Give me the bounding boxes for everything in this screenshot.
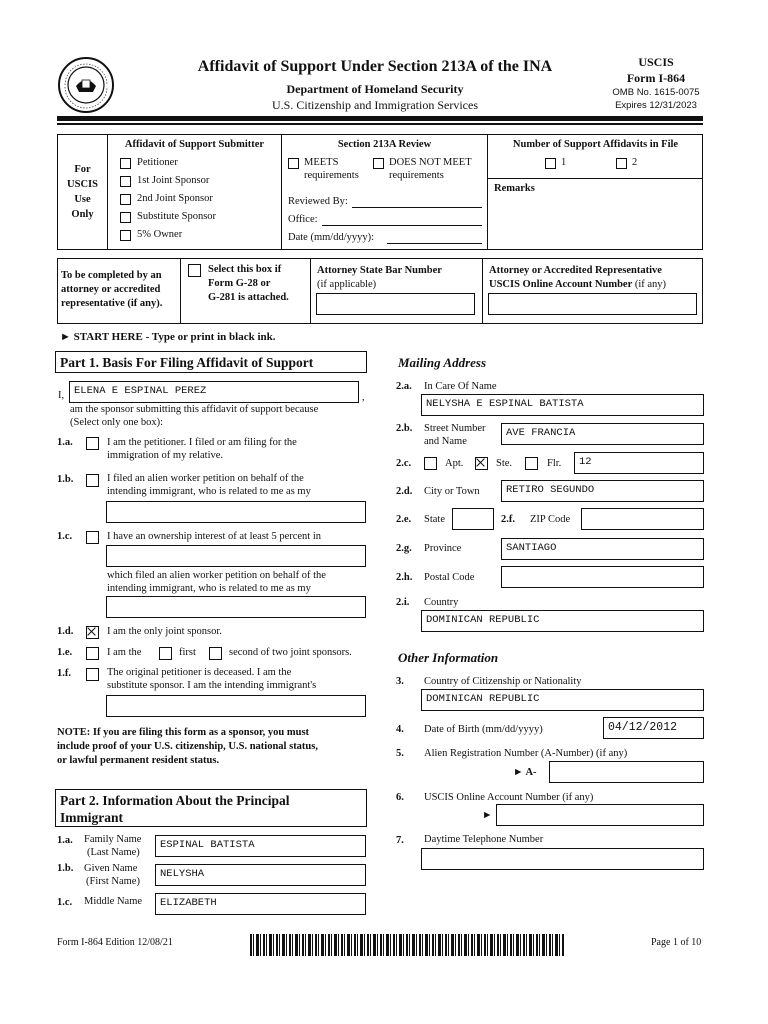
given-name-label2: (First Name) [86,876,140,887]
select-box-line1: Select this box if [208,264,282,275]
online-account-field[interactable] [496,804,704,826]
middle-name-number: 1.c. [57,897,73,908]
given-name-number: 1.b. [57,863,74,874]
i-label: I, [58,390,65,401]
meets-sub-label: requirements [304,170,359,181]
city-label: City or Town [424,486,480,497]
two-joint-sponsors-checkbox[interactable] [86,647,99,660]
affidavit-count-1-label: 1 [561,157,567,168]
item-1a-text1: I am the petitioner. I filed or am filing for the [107,437,297,448]
item-1f-relationship-field[interactable] [106,695,366,717]
part2-title-line1: Part 2. Information About the Principal [60,793,290,808]
zip-label: ZIP Code [530,514,571,525]
first-joint-sponsor-checkbox[interactable] [120,176,131,187]
uscis-use-label: USCIS [67,179,98,190]
form-edition: Form I-864 Edition 12/08/21 [57,937,173,948]
mailing-address-title: Mailing Address [398,355,487,370]
bar-number-field[interactable] [316,293,475,315]
substitute-sponsor-checkbox[interactable] [120,212,131,223]
phone-label: Daytime Telephone Number [424,834,544,845]
header-rule-thin [57,123,703,125]
form-number: Form I-864 [626,71,686,85]
item-1e-text3: second of two joint sponsors. [229,647,352,658]
care-of-label: In Care Of Name [424,381,497,392]
completed-by-line3: representative (if any). [61,298,163,309]
attorney-online-account-field[interactable] [488,293,697,315]
g28-attached-checkbox[interactable] [188,264,201,277]
expiration-date: Expires 12/31/2023 [615,100,697,111]
country-label: Country [424,597,459,608]
review-date-line[interactable] [387,243,482,244]
office-line[interactable] [322,225,482,226]
uscis-label: USCIS [638,55,674,69]
family-name-label1: Family Name [84,834,142,845]
given-name-field[interactable]: NELYSHA [155,864,366,886]
review-title: Section 213A Review [337,139,432,150]
affidavit-count-2-label: 2 [632,157,638,168]
five-percent-owner-label: 5% Owner [137,229,183,240]
sponsor-text: am the sponsor submitting this affidavit of support because [70,404,319,415]
online-account-label1: Attorney or Accredited Representative [489,265,662,276]
item-1f-text2: substitute sponsor. I am the intending immigrant's [107,680,317,691]
phone-field[interactable] [421,848,704,870]
dob-field[interactable]: 04/12/2012 [603,717,704,739]
middle-name-field[interactable]: ELIZABETH [155,893,366,915]
bar-number-label: Attorney State Bar Number [317,265,442,276]
street-label2: and Name [424,436,467,447]
only-joint-sponsor-checkbox[interactable] [86,626,99,639]
zip-number: 2.f. [501,514,515,525]
family-name-field[interactable]: ESPINAL BATISTA [155,835,366,857]
zip-field[interactable] [581,508,704,530]
dob-label: Date of Birth (mm/dd/yyyy) [424,724,543,735]
citizenship-field[interactable]: DOMINICAN REPUBLIC [421,689,704,711]
item-1c-relationship-field[interactable] [106,596,366,618]
second-joint-sponsor-checkbox[interactable] [120,194,131,205]
a-number-field[interactable] [549,761,704,783]
apt-checkbox[interactable] [424,457,437,470]
city-number: 2.d. [396,486,413,497]
item-1f-text1: The original petitioner is deceased. I am the [107,667,292,678]
only-label: Only [71,209,94,220]
item-1c-text1: I have an ownership interest of at least 5 percent in [107,531,322,542]
postal-number: 2.h. [396,572,413,583]
petitioner-label: Petitioner [137,157,178,168]
a-number-number: 5. [396,748,404,759]
first-sponsor-checkbox[interactable] [159,647,172,660]
remarks-label: Remarks [494,183,535,194]
flr-label: Flr. [547,458,562,469]
second-joint-sponsor-label: 2nd Joint Sponsor [137,193,213,204]
completed-by-line1: To be completed by an [61,270,162,281]
citizenship-label: Country of Citizenship or Nationality [424,676,582,687]
family-name-number: 1.a. [57,835,73,846]
does-not-meet-checkbox[interactable] [373,158,384,169]
affidavit-count-2-checkbox[interactable] [616,158,627,169]
a-number-prefix: ► A- [513,767,537,778]
given-name-label1: Given Name [84,863,138,874]
bar-number-sub-label: (if applicable) [317,279,377,290]
middle-name-label: Middle Name [84,896,143,907]
use-label: Use [74,194,91,205]
five-percent-owner-checkbox[interactable] [120,230,131,241]
state-label: State [424,514,445,525]
family-name-label2: (Last Name) [87,847,140,858]
apt-label: Apt. [445,458,464,469]
petitioner-checkbox[interactable] [120,158,131,169]
online-account-label: USCIS Online Account Number (if any) [424,792,594,803]
barcode [250,934,565,956]
second-sponsor-checkbox[interactable] [209,647,222,660]
item-1e-number: 1.e. [57,647,73,658]
omb-number: OMB No. 1615-0075 [612,87,700,98]
item-1d-number: 1.d. [57,626,74,637]
other-information-title: Other Information [398,650,499,665]
item-1b-number: 1.b. [57,474,74,485]
department-name: Department of Homeland Security [286,82,464,96]
for-label: For [74,164,91,175]
reviewed-by-label: Reviewed By: [288,196,348,207]
care-of-name-field[interactable]: NELYSHA E ESPINAL BATISTA [421,394,704,416]
item-1b-relationship-field[interactable] [106,501,366,523]
item-1d-text: I am the only joint sponsor. [107,626,222,637]
number-affidavits-title: Number of Support Affidavits in File [512,139,679,150]
item-1c-entity-field[interactable] [106,545,366,567]
street-number: 2.b. [396,423,413,434]
province-number: 2.g. [396,543,412,554]
substitute-sponsor-basis-checkbox[interactable] [86,668,99,681]
agency-name: U.S. Citizenship and Immigration Services [272,98,478,112]
unit-number: 2.c. [396,458,412,469]
item-1f-number: 1.f. [57,668,71,679]
first-joint-sponsor-label: 1st Joint Sponsor [137,175,210,186]
note-line2: include proof of your U.S. citizenship, U.S. national status, [57,741,318,752]
meets-checkbox[interactable] [288,158,299,169]
street-field[interactable]: AVE FRANCIA [501,423,704,445]
postal-label: Postal Code [424,572,475,583]
substitute-sponsor-label: Substitute Sponsor [137,211,217,222]
online-account-number: 6. [396,792,404,803]
item-1b-text1: I filed an alien worker petition on behalf of the [107,473,304,484]
city-field[interactable]: RETIRO SEGUNDO [501,480,704,502]
item-1b-text2: intending immigrant, who is related to me as my [107,486,311,497]
item-1c-text3: intending immigrant, who is related to me as my [107,583,311,594]
page-number: Page 1 of 10 [651,937,702,948]
part1-title: Part 1. Basis For Filing Affidavit of Support [60,355,314,370]
ownership-basis-checkbox[interactable] [86,531,99,544]
postal-code-field[interactable] [501,566,704,588]
item-1e-text1: I am the [107,647,142,658]
select-only-one: (Select only one box): [70,417,164,428]
province-field[interactable]: SANTIAGO [501,538,704,560]
dob-number: 4. [396,724,404,735]
phone-number: 7. [396,835,404,846]
online-account-prefix: ► [482,810,493,821]
state-number: 2.e. [396,514,412,525]
item-1c-number: 1.c. [57,531,73,542]
review-date-label: Date (mm/dd/yyyy): [288,232,375,243]
item-1a-text2: immigration of my relative. [107,450,224,461]
item-1a-number: 1.a. [57,437,73,448]
country-field[interactable]: DOMINICAN REPUBLIC [421,610,704,632]
note-line1: NOTE: If you are filing this form as a sponsor, you must [57,727,310,738]
unit-field[interactable]: 12 [574,452,704,474]
note-line3: or lawful permanent resident status. [57,755,220,766]
care-of-number: 2.a. [396,381,412,392]
flr-checkbox[interactable] [525,457,538,470]
country-number: 2.i. [396,597,410,608]
online-account-label2: USCIS Online Account Number (if any) [489,279,667,290]
state-field[interactable] [452,508,494,530]
submitter-title: Affidavit of Support Submitter [124,139,265,150]
header-rule [57,116,703,121]
start-here-instruction: ► START HERE - Type or print in black ink. [60,331,276,343]
select-box-line2: Form G-28 or [208,278,271,289]
completed-by-line2: attorney or accredited [61,284,161,295]
ste-checkbox[interactable] [475,457,488,470]
street-label1: Street Number [424,423,486,434]
form-title: Affidavit of Support Under Section 213A of the INA [197,58,553,75]
petitioner-basis-checkbox[interactable] [86,437,99,450]
sponsor-name-field[interactable]: ELENA E ESPINAL PEREZ [69,381,359,403]
alien-worker-basis-checkbox[interactable] [86,474,99,487]
affidavit-count-1-checkbox[interactable] [545,158,556,169]
ste-label: Ste. [496,458,513,469]
a-number-label: Alien Registration Number (A-Number) (if any) [424,748,628,759]
does-not-meet-sub-label: requirements [389,170,444,181]
reviewed-by-line[interactable] [352,207,482,208]
meets-label: MEETS [304,157,339,168]
item-1c-text2: which filed an alien worker petition on behalf of the [107,570,326,581]
office-label: Office: [288,214,318,225]
citizenship-number: 3. [396,676,404,687]
select-box-line3: G-281 is attached. [208,292,289,303]
part2-title-line2: Immigrant [60,810,123,825]
dhs-seal [57,56,115,114]
does-not-meet-label: DOES NOT MEET [389,157,472,168]
province-label: Province [424,543,462,554]
item-1e-text2: first [179,647,196,658]
